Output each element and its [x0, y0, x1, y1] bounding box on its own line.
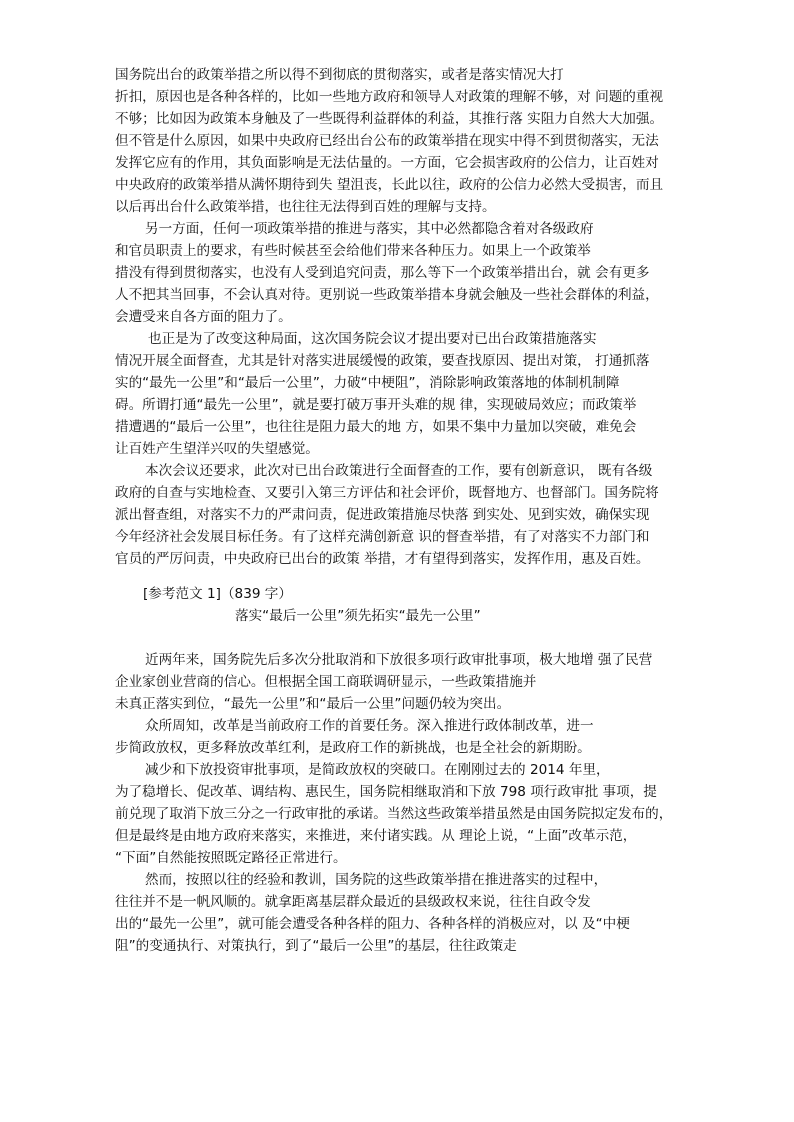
paragraph-line: 派出督查组，对落实不力的严肃问责，促进政策措施尽快落 到实处、见到实效，确保实现: [115, 507, 650, 523]
paragraph-line: “下面”自然能按照既定路径正常进行。: [115, 850, 347, 866]
paragraph-line: 和官员职责上的要求，有些时候甚至会给他们带来各种压力。如果上一个政策举: [115, 243, 591, 259]
paragraph-line: 阻”的变通执行、对策执行，到了“最后一公里”的基层，往往政策走: [115, 938, 517, 954]
paragraph-line: 措遭遇的“最后一公里”，也往往是阻力最大的地 方，如果不集中力量加以突破，难免会: [115, 419, 637, 435]
paragraph-line: 不够；比如因为政策本身触及了一些既得利益群体的利益，其推行落 实阻力自然大大加强。: [115, 111, 664, 127]
paragraph-line: 也正是为了改变这种局面，这次国务院会议才提出要对已出台政策措施落实: [148, 331, 597, 347]
paragraph-line: 本次会议还要求，此次对已出台政策进行全面督查的工作，要有创新意识， 既有各级: [145, 463, 653, 479]
paragraph-line: 国务院出台的政策举措之所以得不到彻底的贯彻落实，或者是落实情况大打: [115, 67, 564, 83]
paragraph-line: 措没有得到贯彻落实，也没有人受到追究问责，那么等下一个政策举措出台，就 会有更多: [115, 265, 650, 281]
paragraph-line: 为了稳增长、促改革、调结构、惠民生，国务院相继取消和下放 798 项行政审批 事项，提: [115, 784, 657, 800]
paragraph-line: 未真正落实到位，“最先一公里”和“最后一公里”问题仍较为突出。: [115, 696, 511, 712]
paragraph-line: 但不管是什么原因，如果中央政府已经出台公布的政策举措在现实中得不到贯彻落实，无法: [115, 133, 659, 149]
paragraph-line: 减少和下放投资审批事项，是简政放权的突破口。在刚刚过去的 2014 年里，: [145, 762, 610, 778]
paragraph-line: 中央政府的政策举措从满怀期待到失 望沮丧，长此以往，政府的公信力必然大受损害，而且: [115, 177, 664, 193]
paragraph-line: 企业家创业营商的信心。但根据全国工商联调研显示，一些政策措施并: [115, 674, 537, 690]
essay-label: [参考范文 1]（839 字）: [143, 586, 292, 602]
paragraph-line: 步简政放权，更多释放改革红利，是政府工作的新挑战，也是全社会的新期盼。: [115, 740, 591, 756]
paragraph-line: 官员的严厉问责，中央政府已出台的政策 举措，才有望得到落实，发挥作用，惠及百姓。: [115, 551, 650, 567]
paragraph-line: 让百姓产生望洋兴叹的失望感觉。: [115, 441, 319, 457]
paragraph-line: 另一方面，任何一项政策举措的推进与落实，其中必然都隐含着对各级政府: [145, 221, 594, 237]
paragraph-line: 会遭受来自各方面的阻力了。: [115, 309, 292, 325]
paragraph-line: 出的“最先一公里”，就可能会遭受各种各样的阻力、各种各样的消极应对，以 及“中梗: [115, 916, 630, 932]
paragraph-line: 众所周知，改革是当前政府工作的首要任务。深入推进行政体制改革，进一: [145, 718, 594, 734]
paragraph-line: 往往并不是一帆风顺的。就拿距离基层群众最近的县级政权来说，往往自政令发: [115, 894, 591, 910]
essay-title: 落实“最后一公里”须先拓实“最先一公里”: [235, 608, 481, 624]
paragraph-line: 情况开展全面督查，尤其是针对落实进展缓慢的政策，要查找原因、提出对策， 打通抓落: [115, 353, 650, 369]
paragraph-line: 发挥它应有的作用，其负面影响是无法估量的。一方面，它会损害政府的公信力，让百姓对: [115, 155, 659, 171]
paragraph-line: 人不把其当回事，不会认真对待。更别说一些政策举措本身就会触及一些社会群体的利益，: [115, 287, 659, 303]
paragraph-line: 实的“最先一公里”和“最后一公里”，力破“中梗阻”，消除影响政策落地的体制机制障: [115, 375, 620, 391]
paragraph-line: 然而，按照以往的经验和教训，国务院的这些政策举措在推进落实的过程中，: [145, 872, 608, 888]
paragraph-line: 以后再出台什么政策举措，也往往无法得到百姓的理解与支持。: [115, 199, 496, 215]
paragraph-line: 但是最终是由地方政府来落实，来推进，来付诸实践。从 理论上说，“上面”改革示范，: [115, 828, 637, 844]
paragraph-line: 近两年来，国务院先后多次分批取消和下放很多项行政审批事项，极大地增 强了民营: [145, 652, 653, 668]
paragraph-line: 政府的自查与实地检查、又要引入第三方评估和社会评价，既督地方、也督部门。国务院将: [115, 485, 659, 501]
paragraph-line: 前兑现了取消下放三分之一行政审批的承诺。当然这些政策举措虽然是由国务院拟定发布的，: [115, 806, 673, 822]
paragraph-line: 今年经济社会发展目标任务。有了这样充满创新意 识的督查举措，有了对落实不力部门和: [115, 529, 650, 545]
paragraph-line: 碍。所谓打通“最先一公里”，就是要打破万事开头难的规 律，实现破局效应；而政策举: [115, 397, 637, 413]
paragraph-line: 折扣，原因也是各种各样的，比如一些地方政府和领导人对政策的理解不够，对 问题的重视: [115, 89, 664, 105]
